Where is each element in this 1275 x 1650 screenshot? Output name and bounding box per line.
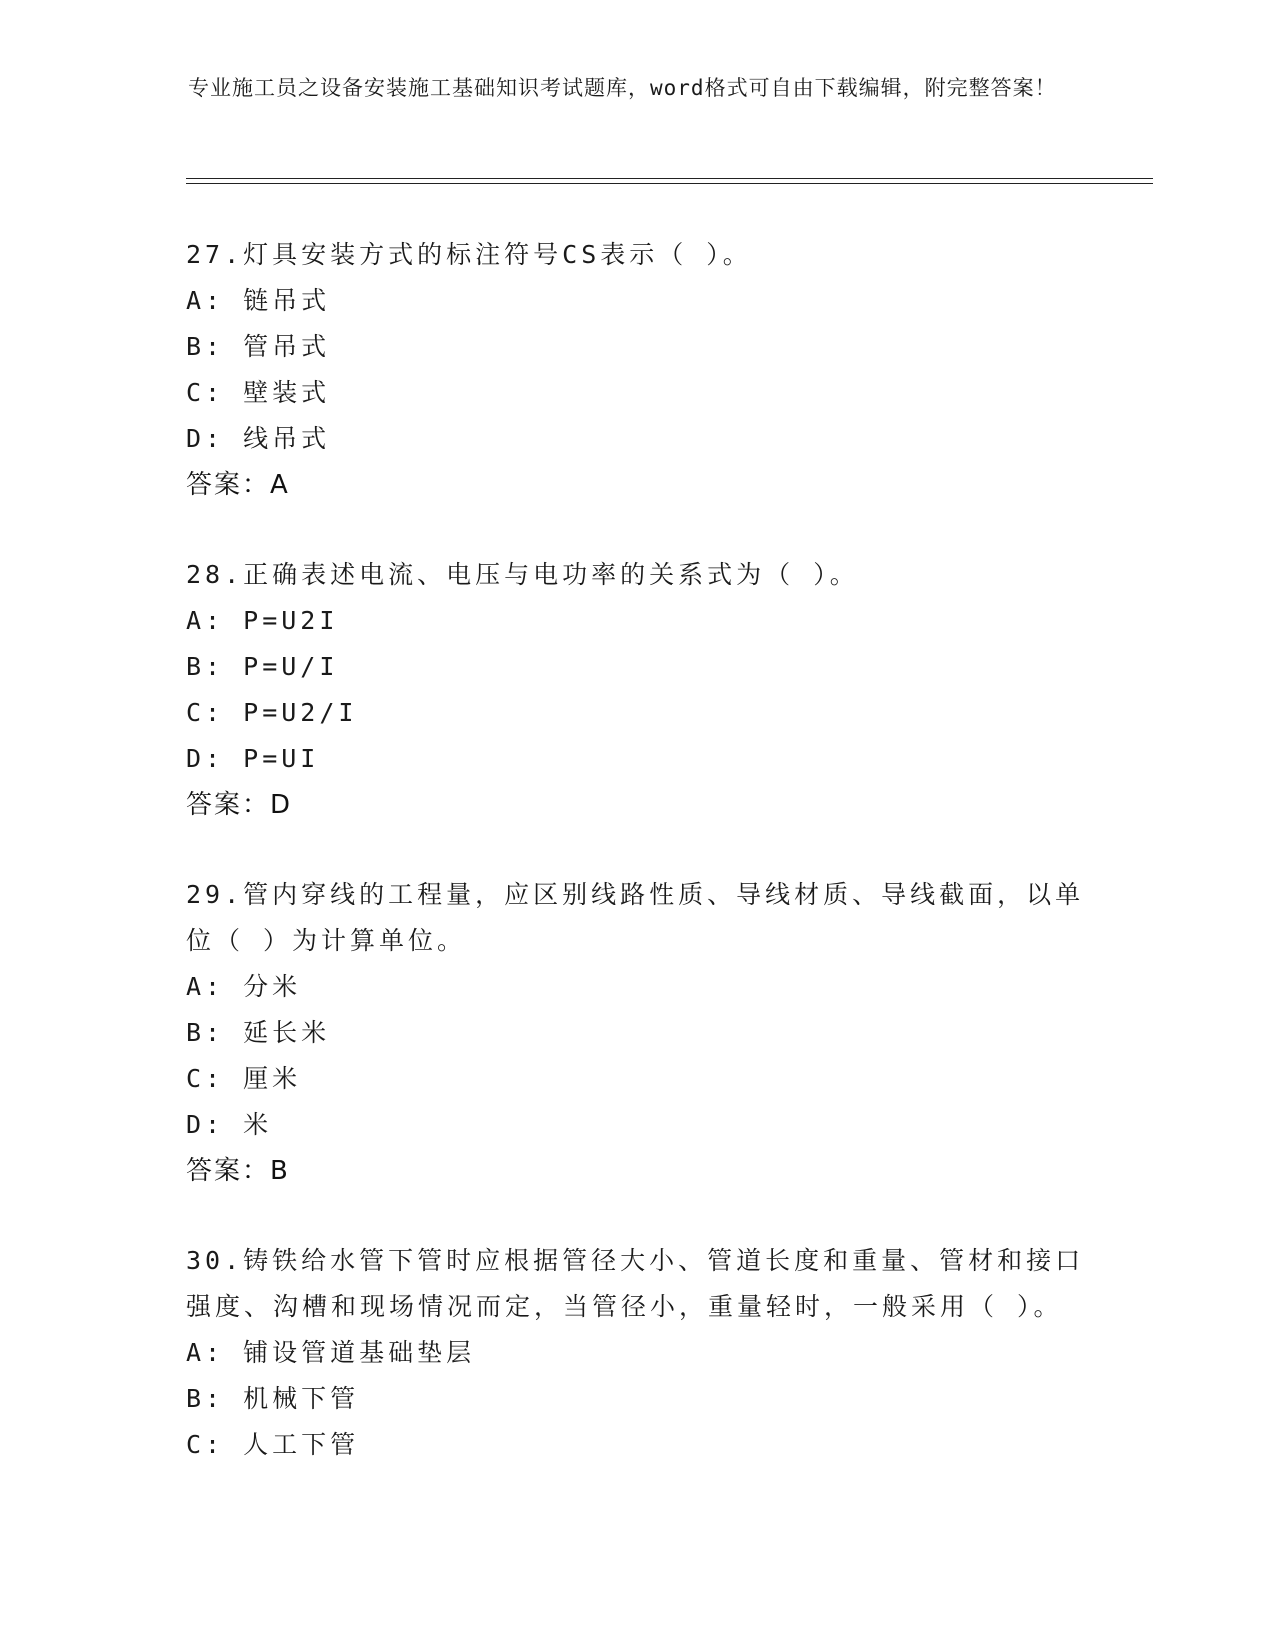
question-stem: 28.正确表述电流、电压与电功率的关系式为（ ）。	[186, 560, 859, 589]
question-stem: 29.管内穿线的工程量，应区别线路性质、导线材质、导线截面，以单位（ ）为计算单位。	[186, 880, 1085, 955]
question-stem: 27.灯具安装方式的标注符号CS表示（ ）。	[186, 240, 752, 269]
option-c: C: 厘米	[186, 1064, 302, 1093]
option-b: B: 机械下管	[186, 1384, 360, 1413]
answer: 答案：A	[186, 470, 290, 500]
option-c: C: 人工下管	[186, 1430, 360, 1459]
answer: 答案：D	[186, 790, 293, 820]
question-29	[186, 872, 1086, 1194]
option-a: A: 分米	[186, 972, 302, 1001]
option-b: B: P=U/I	[186, 652, 339, 681]
question-28	[186, 552, 1086, 828]
header-divider-bottom	[186, 183, 1153, 184]
option-a: A: 链吊式	[186, 286, 331, 315]
question-30	[186, 1238, 1086, 1468]
option-c: C: P=U2/I	[186, 698, 358, 727]
question-stem: 30.铸铁给水管下管时应根据管径大小、管道长度和重量、管材和接口强度、沟槽和现场情况而定，当管径小，重量轻时，一般采用（ ）。	[186, 1246, 1085, 1321]
option-c: C: 壁装式	[186, 378, 331, 407]
option-b: B: 管吊式	[186, 332, 331, 361]
option-a: A: P=U2I	[186, 606, 339, 635]
option-d: D: 线吊式	[186, 424, 331, 453]
option-a: A: 铺设管道基础垫层	[186, 1338, 476, 1367]
option-b: B: 延长米	[186, 1018, 331, 1047]
question-27	[186, 232, 1086, 508]
header-divider-top	[186, 178, 1153, 179]
option-d: D: P=UI	[186, 744, 320, 773]
document-header: 专业施工员之设备安装施工基础知识考试题库，word格式可自由下载编辑，附完整答案！	[188, 76, 1057, 100]
option-d: D: 米	[186, 1110, 273, 1139]
answer: 答案：B	[186, 1156, 290, 1186]
